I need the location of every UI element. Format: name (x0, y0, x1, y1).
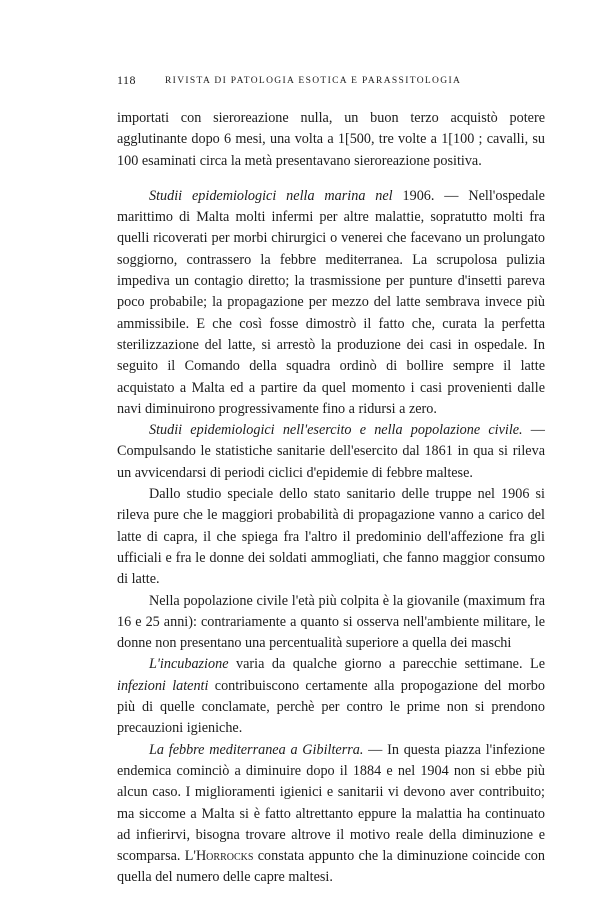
article-body (117, 108, 545, 889)
paragraph-text: importati con sieroreazione nulla, un buon terzo acquistò potere agglutinante dopo 6 mesi, una volta a 1[500, tre volte a 1[100 ; cavalli, su 100 esaminati circa la metà presentavano sieroreazione positiva. (117, 110, 545, 169)
term-incubazione: L'incubazione (149, 656, 229, 673)
paragraph-continued (117, 108, 545, 172)
paragraph-text: constata appunto che la diminuzione coincide con quella del numero delle capre maltesi. (117, 848, 545, 886)
author-name: Horrocks (195, 848, 254, 865)
section-marina (117, 186, 545, 420)
section-heading: La febbre mediterranea a Gibilterra. (149, 741, 364, 758)
term-infezioni-latenti: infezioni latenti (117, 677, 209, 694)
section-esercito (117, 420, 545, 484)
paragraph-incubazione (117, 654, 545, 739)
paragraph-text: contribuiscono certamente alla propogazione del morbo più di quelle conclamate, perchè per contro le prime non si prendono precauzioni igieniche. (117, 677, 545, 737)
paragraph-text: Dallo studio speciale dello stato sanitario delle truppe nel 1906 si rileva pure che le maggiori probabilità di propagazione vanno a carico del latte di capra, il che spiega fra l'altro il predominio dell'affezione fra gli ufficiali e fra le donne dei soldati ammogliati, che fanno maggior consumo di latte. (117, 486, 545, 588)
paragraph-popolazione (117, 591, 545, 655)
paragraph-truppe (117, 484, 545, 590)
page-number: 118 (117, 73, 137, 87)
paragraph-text: 1906. — Nell'ospedale marittimo di Malta molti infermi per altre malattie, sopratutto molti fra quelli ricoverati per morbi chirurgici o venerei che facevano un prolungato soggiorno, contrassero la febbre mediterranea. La scrupolosa pulizia impediva un contagio diretto; la trasmissione per punture d'insetti pareva poco probabile; la propagazione per mezzo del latte sembrava invece più ammissibile. E che così fosse dimostrò il fatto che, curata la perfetta sterilizzazione del latte, si arrestò la produzione dei casi in ospedale. In seguito il Comando della squadra ordinò di bollire sempre il latte acquistato a Malta ed a partire da quel momento i casi provenienti dalle navi diminuirono progressivamente fino a ridursi a zero. (117, 187, 545, 417)
paragraph-text: — In questa piazza l'infezione endemica cominciò a diminuire dopo il 1884 e nel 1904 non si ebbe più alcun caso. I miglioramenti igienici e sanitarii vi devono aver contribuito; ma siccome a Malta si è fatto altrettanto eppure la malattia ha continuato ad infierirvi, bisogna trovare altrove il motivo reale della diminuzione e scomparsa. L' (117, 741, 545, 865)
section-heading: Studii epidemiologici nell'esercito e nella popolazione civile. (149, 422, 523, 439)
paragraph-text: Nella popolazione civile l'età più colpita è la giovanile (maximum fra 16 e 25 anni): contrariamente a quanto si osserva nell'ambiente militare, le donne non presentano una percentualità superiore a quella dei maschi (117, 592, 545, 652)
paragraph-text: — Compulsando le statistiche sanitarie dell'esercito dal 1861 in qua si rileva un avvicendarsi di periodi ciclici d'epidemie di febbre maltese. (117, 422, 545, 481)
section-gibilterra (117, 740, 545, 889)
paragraph-text: varia da qualche giorno a parecchie settimane. Le (228, 656, 545, 673)
running-head (117, 73, 545, 88)
journal-title: RIVISTA DI PATOLOGIA ESOTICA E PARASSITOLOGIA (165, 76, 462, 86)
section-heading: Studii epidemiologici nella marina nel (149, 187, 393, 204)
